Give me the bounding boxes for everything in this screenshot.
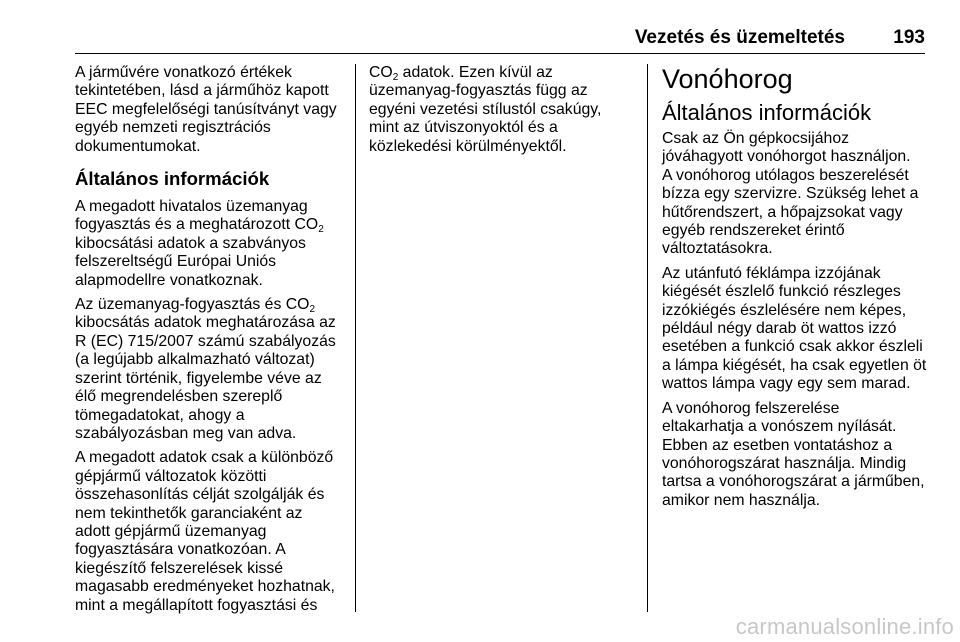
section-heading: Általános információk: [662, 100, 872, 125]
column-2: [369, 64, 639, 162]
paragraph: $CO_2$ adatok. Ezen kívül az üzemanyag-fogyasztás függ az egyéni vezetési stílustól csakúgy, mint az útviszonyoktól és a közlekedési körülményektől.: [369, 64, 602, 155]
column-divider: [647, 64, 648, 612]
chapter-heading: Vonóhorog: [662, 64, 793, 94]
paragraph: Az utánfutó féklámpa izzójának kiégését észlelő funkció részleges izzókiégés észlelésére nem képes, például négy darab öt wattos izzó esetében a funkció csak akkor észleli a lámpa kiégését, ha csak egyetlen öt wattos lámpa vagy egy sem marad.: [662, 264, 927, 393]
paragraph: Az üzemanyag-fogyasztás és $CO_2$ kibocsátás adatok meghatározása az R (EC) 715/2007 számú szabályozás (a legújabb alkalmazható változat) szerint történik, figyelembe véve az élő megrendelésben szereplő tömegadatokat, ahogy a szabályozásban meg van adva.: [75, 296, 336, 442]
page-header: [75, 25, 925, 54]
column-divider: [355, 64, 356, 612]
paragraph: Csak az Ön gépkocsijához jóváhagyott vonóhorgot használjon. A vonóhorog utólagos beszerelését bízza egy szervizre. Szükség lehet a hűtőrendszert, a hőpajzsokat vagy egyéb rendszereket érintő változtatásokra.: [662, 130, 919, 258]
paragraph: A vonóhorog felszerelése eltakarhatja a vonószem nyílását. Ebben az esetben vontatáshoz a vonóhorogszárat használja. Mindig tartsa a vonóhorogszárat a járműben, amikor nem használja.: [662, 399, 925, 509]
page-number: 193: [893, 27, 925, 48]
section-title: Vezetés és üzemeltetés: [634, 27, 845, 48]
paragraph: A járművére vonatkozó értékek tekintetében, lásd a járműhöz kapott EEC megfelelőségi tanúsítványt vagy egyéb nemzeti regisztrációs dokumentumokat.: [75, 64, 337, 155]
column-1: [75, 64, 350, 621]
paragraph: A megadott hivatalos üzemanyag fogyasztás és a meghatározott $CO_2$ kibocsátási adatok a szabványos felszereltségű Európai Uniós alapmodellre vonatkoznak.: [75, 198, 324, 289]
column-3: [662, 64, 932, 516]
paragraph: A megadott adatok csak a különböző gépjármű változatok közötti összehasonlítás célját szolgálják és nem tekinthetők garanciaként az adott gépjármű üzemanyag fogyasztására vonatkozóan. A kiegészítő felszerelések kissé magasabb eredményeket hozhatnak, mint a megállapított fogyasztási és: [75, 449, 335, 614]
watermark: carmanualsonline.info: [735, 614, 954, 639]
section-heading: Általános információk: [75, 168, 270, 190]
